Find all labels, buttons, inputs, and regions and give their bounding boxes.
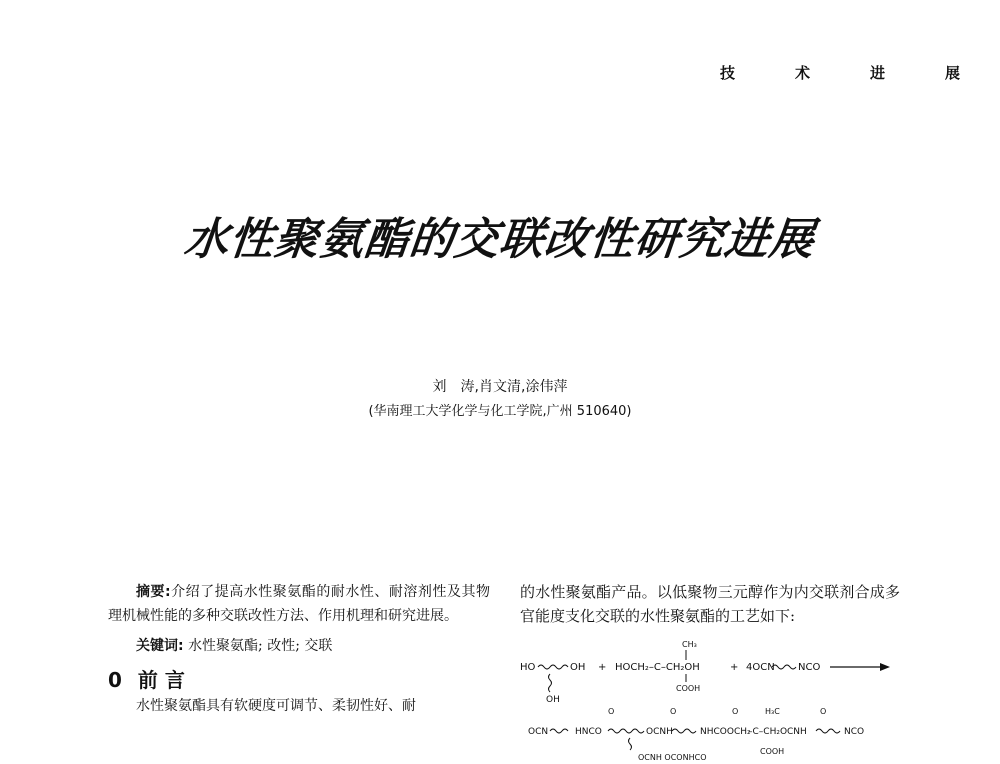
r2-nhcooch2: NHCOOCH₂ (700, 727, 751, 737)
r1-ocn: 4OCN (746, 662, 775, 673)
r1-ch3: CH₃ (682, 640, 697, 649)
r2-cooh: COOH (760, 747, 785, 756)
r2-nco: NCO (844, 727, 865, 737)
section-number: 0 (108, 668, 122, 692)
r2-hnco: HNCO (575, 727, 602, 737)
reaction-scheme (520, 630, 900, 764)
wavy-branch (549, 674, 552, 692)
section-heading (108, 666, 490, 694)
right-column (520, 580, 900, 628)
r2-tail: OCNH OCONHCO (638, 753, 707, 760)
r2-ocn: OCN (528, 727, 549, 737)
r2-o-4: O (820, 707, 827, 716)
keywords-text: 水性聚氨酯; 改性; 交联 (188, 638, 333, 654)
arrow-head-icon (880, 663, 890, 671)
left-column (108, 580, 490, 718)
abstract-text: 介绍了提高水性聚氨酯的耐水性、耐溶剂性及其物理机械性能的多种交联改性方法、作用机理和研究进展。 (108, 584, 490, 624)
paper-title: 水性聚氨酯的交联改性研究进展 (181, 214, 818, 265)
r1-nco: NCO (798, 662, 821, 673)
right-paragraph: 的水性聚氨酯产品。以低聚物三元醇作为内交联剂合成多官能度支化交联的水性聚氨酯的工艺如下: (520, 583, 900, 625)
keywords-label: 关键词: (136, 638, 184, 654)
header-char-4: 展 (944, 64, 960, 82)
wavy-chain (550, 729, 568, 733)
r1-oh: OH (570, 662, 586, 673)
section-title: 前 言 (137, 668, 185, 692)
reaction-scheme-svg (520, 630, 900, 760)
abstract (108, 580, 490, 628)
r2-o-1: O (670, 707, 677, 716)
r2-o-2: O (608, 707, 615, 716)
wavy-chain (772, 665, 796, 669)
wavy-chain (672, 729, 696, 733)
wavy-branch (629, 738, 632, 750)
r1-cooh: COOH (676, 684, 701, 693)
header-char-1: 技 (720, 64, 736, 82)
wavy-chain (538, 665, 568, 669)
header-char-2: 术 (794, 64, 810, 82)
affiliation: (华南理工大学化学与化工学院,广州 510640) (368, 404, 632, 419)
r2-h3c: H₃C (765, 707, 780, 716)
keywords (108, 634, 490, 658)
r1-plus-1: + (598, 662, 607, 673)
r1-mid: HOCH₂–C–CH₂OH (615, 662, 700, 673)
intro-paragraph: 水性聚氨酯具有软硬度可调节、柔韧性好、耐 (136, 698, 416, 714)
r2-o-3: O (732, 707, 739, 716)
r2-ocnh: OCNH (646, 727, 673, 737)
r2-c: –C–CH₂OCNH (748, 727, 807, 737)
authors: 刘 涛,肖文清,涂伟萍 (432, 379, 568, 395)
header-section-tag (720, 62, 960, 83)
wavy-chain (816, 729, 840, 733)
r1-plus-2: + (730, 662, 739, 673)
header-char-3: 进 (869, 64, 885, 82)
r1-sub-oh: OH (546, 695, 560, 705)
abstract-label: 摘要: (136, 584, 171, 600)
wavy-chain (608, 729, 644, 733)
r1-ho: HO (520, 662, 536, 673)
